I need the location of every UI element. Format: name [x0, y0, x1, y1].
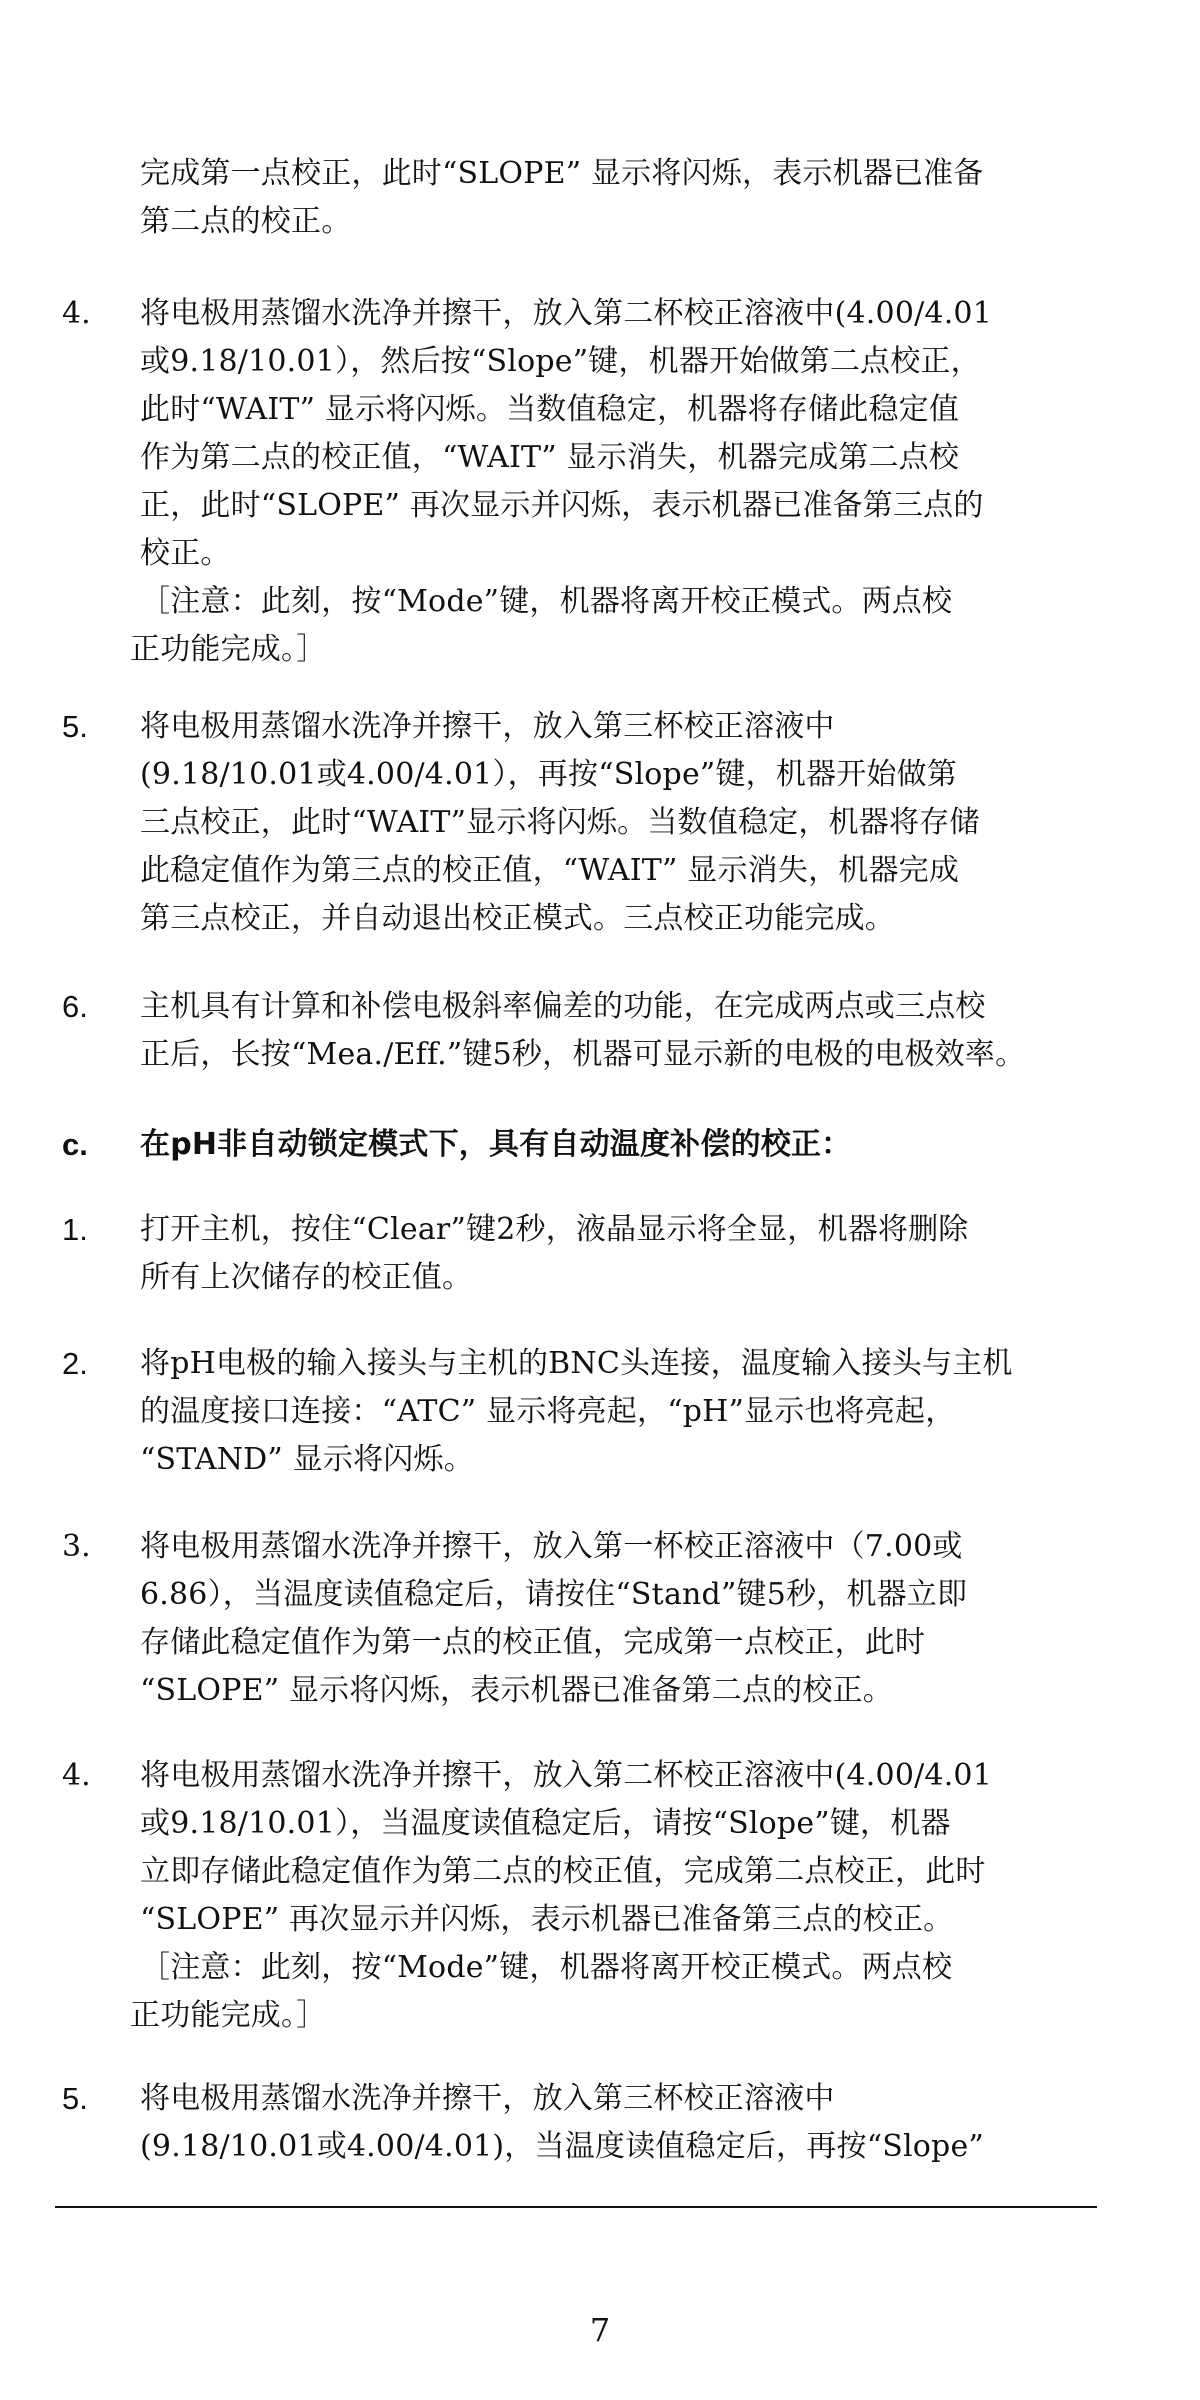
- note-line: 正功能完成。］: [130, 1998, 327, 2033]
- text-line: 将电极用蒸馏水洗净并擦干，放入第三杯校正溶液中: [140, 2081, 835, 2116]
- footer-rule: [55, 2206, 1097, 2208]
- text-line: 将电极用蒸馏水洗净并擦干，放入第二杯校正溶液中(4.00/4.01: [140, 1758, 993, 1793]
- step-number: 3.: [62, 1529, 91, 1564]
- step-b6: [62, 983, 1142, 1079]
- step-c3: [62, 1523, 1142, 1715]
- text-line: 主机具有计算和补偿电极斜率偏差的功能，在完成两点或三点校: [140, 989, 986, 1024]
- text-line: 的温度接口连接：“ATC” 显示将亮起，“pH”显示也将亮起，: [140, 1394, 956, 1429]
- step-number: 4.: [62, 296, 91, 331]
- text-line: 打开主机，按住“Clear”键2秒，液晶显示将全显，机器将删除: [140, 1212, 969, 1247]
- step-number: 5.: [62, 709, 88, 744]
- text-line: 正，此时“SLOPE” 再次显示并闪烁，表示机器已准备第三点的: [140, 488, 984, 523]
- text-line: 或9.18/10.01），当温度读值稳定后，请按“Slope”键，机器: [140, 1806, 951, 1841]
- text-line: “SLOPE” 再次显示并闪烁，表示机器已准备第三点的校正。: [140, 1902, 954, 1937]
- note-line: 正功能完成。］: [130, 632, 327, 667]
- text-line: “SLOPE” 显示将闪烁，表示机器已准备第二点的校正。: [140, 1673, 893, 1708]
- text-line: 第二点的校正。: [140, 204, 352, 239]
- text-line: 作为第二点的校正值，“WAIT” 显示消失，机器完成第二点校: [140, 440, 960, 475]
- text-line: (9.18/10.01或4.00/4.01），再按“Slope”键，机器开始做第: [140, 757, 958, 792]
- page-number: 7: [589, 2311, 611, 2349]
- text-line: 或9.18/10.01），然后按“Slope”键，机器开始做第二点校正，: [140, 344, 981, 379]
- text-line: 存储此稳定值作为第一点的校正值，完成第一点校正，此时: [140, 1625, 926, 1660]
- text-line: 将pH电极的输入接头与主机的BNC头连接，温度输入接头与主机: [140, 1346, 1013, 1381]
- text-line: 正后，长按“Mea./Eff.”键5秒，机器可显示新的电极的电极效率。: [140, 1037, 1026, 1072]
- text-line: “STAND” 显示将闪烁。: [140, 1442, 474, 1477]
- text-line: 此稳定值作为第三点的校正值，“WAIT” 显示消失，机器完成: [140, 853, 960, 888]
- step-number: 4.: [62, 1758, 91, 1793]
- text-line: 三点校正，此时“WAIT”显示将闪烁。当数值稳定，机器将存储: [140, 805, 980, 840]
- text-line: 立即存储此稳定值作为第二点的校正值，完成第二点校正，此时: [140, 1854, 986, 1889]
- step-c4: [62, 1752, 1142, 2040]
- text-line: (9.18/10.01或4.00/4.01)，当温度读值稳定后，再按“Slope”: [140, 2129, 984, 2164]
- step-c2: [62, 1340, 1142, 1484]
- text-line: 将电极用蒸馏水洗净并擦干，放入第三杯校正溶液中: [140, 709, 835, 744]
- section-title: 在pH非自动锁定模式下，具有自动温度补偿的校正：: [140, 1127, 852, 1162]
- step-number: 1.: [62, 1212, 88, 1247]
- step-c1: [62, 1206, 1142, 1302]
- text-line: 完成第一点校正，此时“SLOPE” 显示将闪烁，表示机器已准备: [140, 156, 984, 191]
- text-line: 将电极用蒸馏水洗净并擦干，放入第二杯校正溶液中(4.00/4.01: [140, 296, 993, 331]
- step-b5: [62, 703, 1142, 943]
- step-b4: [62, 290, 1142, 674]
- text-line: 此时“WAIT” 显示将闪烁。当数值稳定，机器将存储此稳定值: [140, 392, 960, 427]
- note-line: ［注意：此刻，按“Mode”键，机器将离开校正模式。两点校: [140, 1950, 953, 1985]
- section-letter: c.: [62, 1127, 88, 1162]
- text-line: 第三点校正，并自动退出校正模式。三点校正功能完成。: [140, 901, 895, 936]
- section-c-heading: [62, 1121, 1142, 1169]
- text-line: 所有上次储存的校正值。: [140, 1260, 473, 1295]
- step-number: 5.: [62, 2081, 88, 2116]
- note-line: ［注意：此刻，按“Mode”键，机器将离开校正模式。两点校: [140, 584, 953, 619]
- step-c5: [62, 2075, 1142, 2171]
- step-number: 6.: [62, 989, 88, 1024]
- text-line: 将电极用蒸馏水洗净并擦干，放入第一杯校正溶液中（7.00或: [140, 1529, 963, 1564]
- text-line: 6.86），当温度读值稳定后，请按住“Stand”键5秒，机器立即: [140, 1577, 968, 1612]
- intro-paragraph: [62, 150, 1142, 246]
- step-number: 2.: [62, 1346, 88, 1381]
- text-line: 校正。: [140, 536, 231, 571]
